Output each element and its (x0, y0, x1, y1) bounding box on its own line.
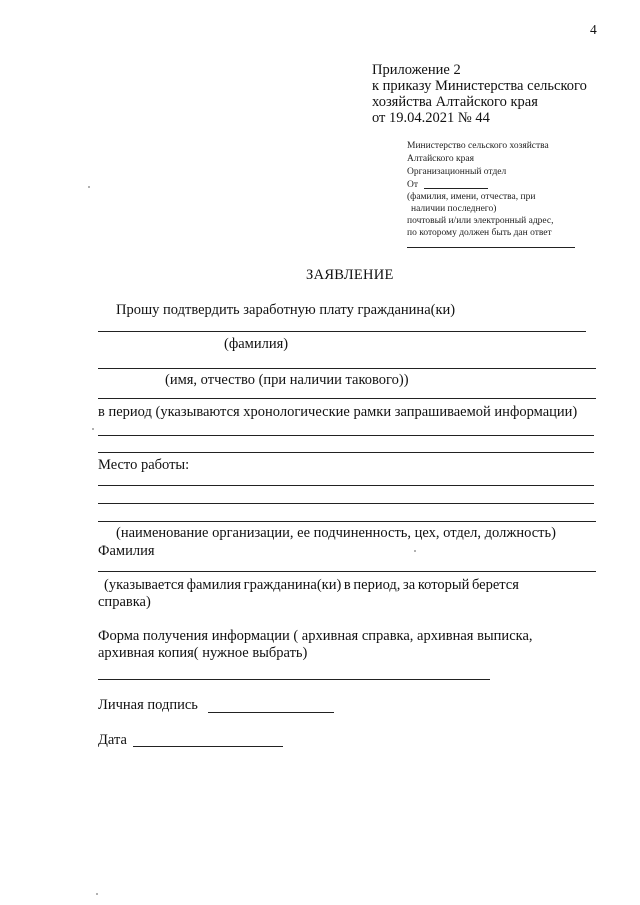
appendix-line-1: Приложение 2 (372, 62, 461, 78)
scan-speck (88, 186, 90, 188)
workplace-field-line-1 (98, 485, 594, 486)
addressee-line-4: От (407, 180, 419, 190)
period-field-line-1 (98, 435, 594, 436)
addressee-line-5: (фамилия, имени, отчества, при (407, 192, 536, 202)
name-field-line (98, 368, 596, 369)
addressee-line-6: наличии последнего) (411, 204, 497, 214)
name-hint: (имя, отчество (при наличии такового)) (165, 372, 409, 388)
workplace-field-line-2 (98, 503, 594, 504)
surname-label: Фамилия (98, 543, 155, 559)
surname-period-field-line (98, 571, 596, 572)
addressee-line-3: Организационный отдел (407, 167, 507, 177)
organization-hint: (наименование организации, ее подчиненность, цех, отдел, должность) (116, 525, 556, 541)
form-field-line (98, 679, 490, 680)
appendix-line-3: хозяйства Алтайского края (372, 94, 538, 110)
surname-field-line (98, 331, 586, 332)
addressee-line-8: по которому должен быть дан ответ (407, 228, 552, 238)
surname-hint: (фамилия) (224, 336, 289, 352)
addressee-from-line (424, 188, 488, 189)
date-field-line (133, 746, 283, 747)
name-under-line (98, 398, 596, 399)
scan-speck (96, 893, 98, 895)
workplace-label: Место работы: (98, 457, 190, 473)
signature-field-line (208, 712, 334, 713)
date-label: Дата (98, 732, 127, 748)
page-number: 4 (590, 22, 597, 37)
scan-speck (92, 428, 94, 430)
appendix-line-2: к приказу Министерства сельского (372, 78, 587, 94)
signature-label: Личная подпись (98, 697, 198, 713)
form-label-2: архивная копия( нужное выбрать) (98, 645, 308, 661)
surname-period-hint-1: (указывается фамилия гражданина(ки) в период, за который берется (104, 577, 519, 593)
appendix-line-4: от 19.04.2021 № 44 (372, 110, 490, 126)
addressee-line-7: почтовый и/или электронный адрес, (407, 216, 554, 226)
addressee-answer-line (407, 247, 575, 248)
period-field-line-2 (98, 452, 594, 453)
request-text: Прошу подтвердить заработную плату гражданина(ки) (116, 302, 456, 318)
addressee-line-1: Министерство сельского хозяйства (407, 141, 549, 151)
scan-speck (414, 550, 416, 552)
addressee-line-2: Алтайского края (407, 154, 475, 164)
workplace-field-line-3 (98, 521, 596, 522)
form-label-1: Форма получения информации ( архивная справка, архивная выписка, (98, 628, 533, 644)
surname-period-hint-2: справка) (98, 594, 151, 610)
period-label: в период (указываются хронологические рамки запрашиваемой информации) (98, 404, 578, 420)
document-title: ЗАЯВЛЕНИЕ (306, 267, 394, 283)
